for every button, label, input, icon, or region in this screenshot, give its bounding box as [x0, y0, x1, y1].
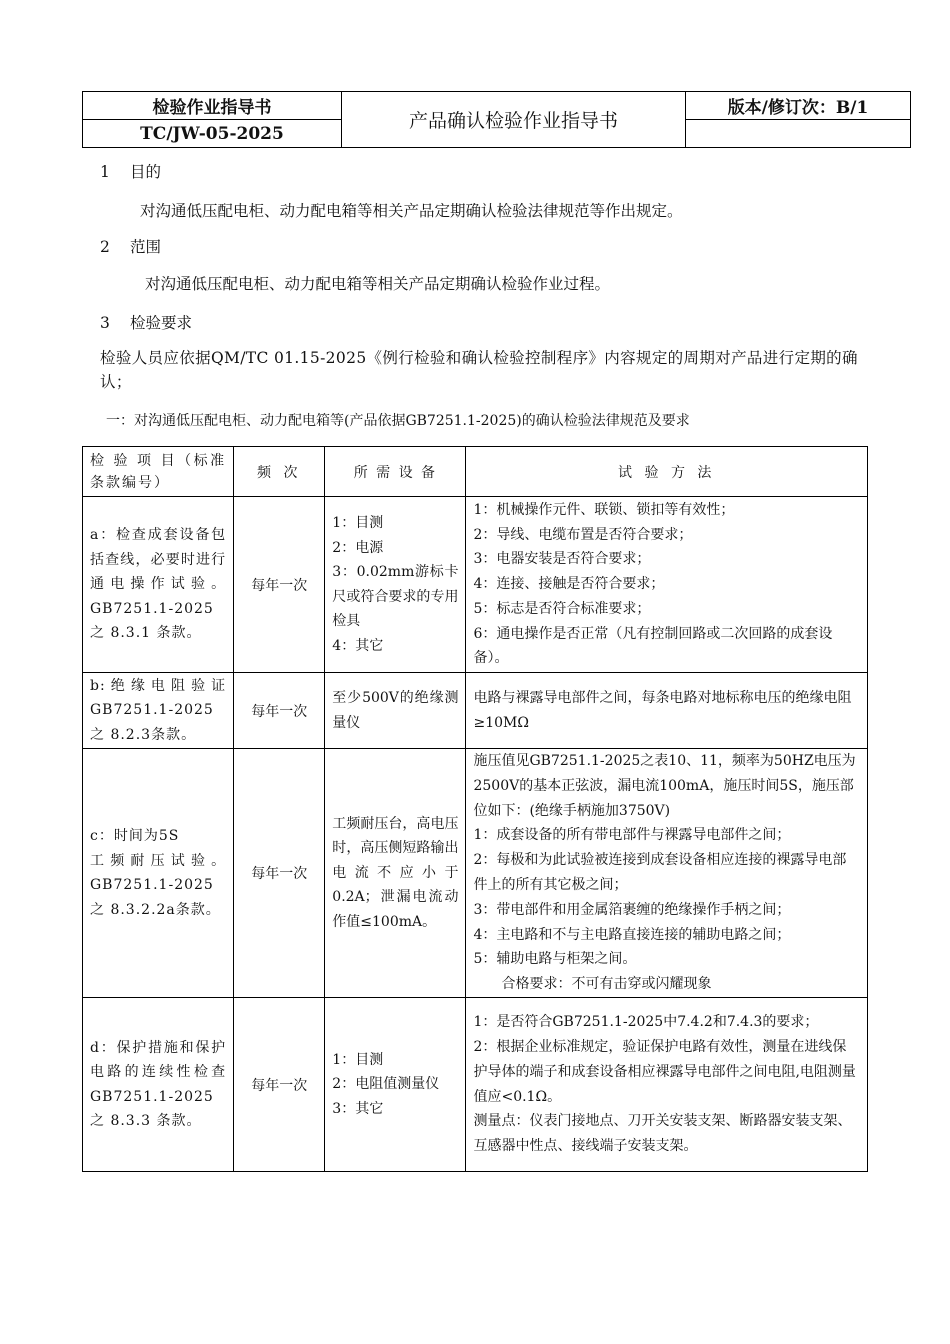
method-cell: 1：机械操作元件、联锁、锁扣等有效性； 2：导线、电缆布置是否符合要求； 3：电器安装是否符合要求； 4：连接、接触是否符合要求； 5：标志是否符合标准要求； 6：通电操作是否正常（凡有控制回路或二次回路的成套设备）。 [466, 497, 868, 673]
frequency-cell: 每年一次 [234, 673, 325, 749]
section-2-body: 对沟通低压配电柜、动力配电箱等相关产品定期确认检验作业过程。 [145, 275, 611, 293]
table-row [83, 497, 868, 673]
equipment-cell: 1：目测 2：电阻值测量仪 3：其它 [325, 998, 466, 1172]
frequency-cell: 每年一次 [234, 749, 325, 998]
section-3-heading: 3 检验要求 [100, 314, 193, 332]
table-header-row [83, 447, 868, 497]
item-cell: b:绝缘电阻验证 GB7251.1-2025 之 8.2.3条款。 [83, 673, 234, 749]
pass-requirement: 合格要求：不可有击穿或闪耀现象 [501, 976, 712, 993]
version-extra [686, 120, 911, 148]
equipment-cell: 1：目测 2：电源 3：0.02mm游标卡尺或符合要求的专用检具 4：其它 [325, 497, 466, 673]
table-row [83, 673, 868, 749]
frequency-cell: 每年一次 [234, 497, 325, 673]
section-3-body: 检验人员应依据QM/TC 01.15-2025《例行检验和确认检验控制程序》内容规定的周期对产品进行定期的确认； [100, 349, 858, 391]
header-item: 检 验 项 目（标准条款编号） [83, 447, 234, 497]
section-2-heading: 2 范围 [100, 238, 162, 256]
frequency-cell: 每年一次 [234, 998, 325, 1172]
version-label: 版本/修订次：B/1 [686, 92, 911, 120]
section-1-body: 对沟通低压配电柜、动力配电箱等相关产品定期确认检验法律规范等作出规定。 [140, 202, 683, 220]
item-cell: a：检查成套设备包括查线，必要时进行通电操作试验。GB7251.1-2025 之 8.3.1 条款。 [83, 497, 234, 673]
header-method: 试 验 方 法 [466, 447, 868, 497]
inspection-table [82, 446, 868, 1172]
header-equipment: 所 需 设 备 [325, 447, 466, 497]
item-cell: d：保护措施和保护电路的连续性检查 GB7251.1-2025 之 8.3.3 条款。 [83, 998, 234, 1172]
table-row [83, 749, 868, 998]
method-cell: 1：是否符合GB7251.1-2025中7.4.2和7.4.3的要求； 2：根据企业标准规定，验证保护电路有效性，测量在进线保护导体的端子和成套设备相应裸露导电部件之间电阻,电阻测量值应<0.1Ω。 测量点：仪表门接地点、刀开关安装支架、断路器安装支架、互感器中性点、接线端子安装支架。 [466, 998, 868, 1172]
table-row [83, 998, 868, 1172]
doc-title: 检验作业指导书 [83, 92, 342, 120]
header-frequency: 频 次 [234, 447, 325, 497]
equipment-cell: 工频耐压台，高电压时，高压侧短路输出电流不应小于0.2A；泄漏电流动作值≤100mA。 [325, 749, 466, 998]
table-subtitle: 一：对沟通低压配电柜、动力配电箱等(产品依据GB7251.1-2025)的确认检验法律规范及要求 [106, 413, 690, 429]
method-cell: 电路与裸露导电部件之间，每条电路对地标称电压的绝缘电阻≥10MΩ [466, 673, 868, 749]
document-header [82, 91, 911, 148]
item-cell: c：时间为5S 工频耐压试验。GB7251.1-2025 之 8.3.2.2a条款。 [83, 749, 234, 998]
main-title: 产品确认检验作业指导书 [342, 92, 686, 148]
equipment-cell: 至少500V的绝缘测量仪 [325, 673, 466, 749]
section-1-heading: 1 目的 [100, 163, 162, 181]
method-cell: 施压值见GB7251.1-2025之表10、11，频率为50HZ电压为2500V的基本正弦波，漏电流100mA，施压时间5S，施压部位如下：(绝缘手柄施加3750V) 1：成套设备的所有带电部件与裸露导电部件之间； 2：每极和为此试验被连接到成套设备相应连接的裸露导电部件上的所有其它极之间； 3：带电部件和用金属箔裹缠的绝缘操作手柄之间； 4：主电路和不与主电路直接连接的辅助电路之间； 5：辅助电路与柜架之间。 合格要求：不可有击穿或闪耀现象 [466, 749, 868, 998]
doc-code: TC/JW-05-2025 [83, 120, 342, 148]
